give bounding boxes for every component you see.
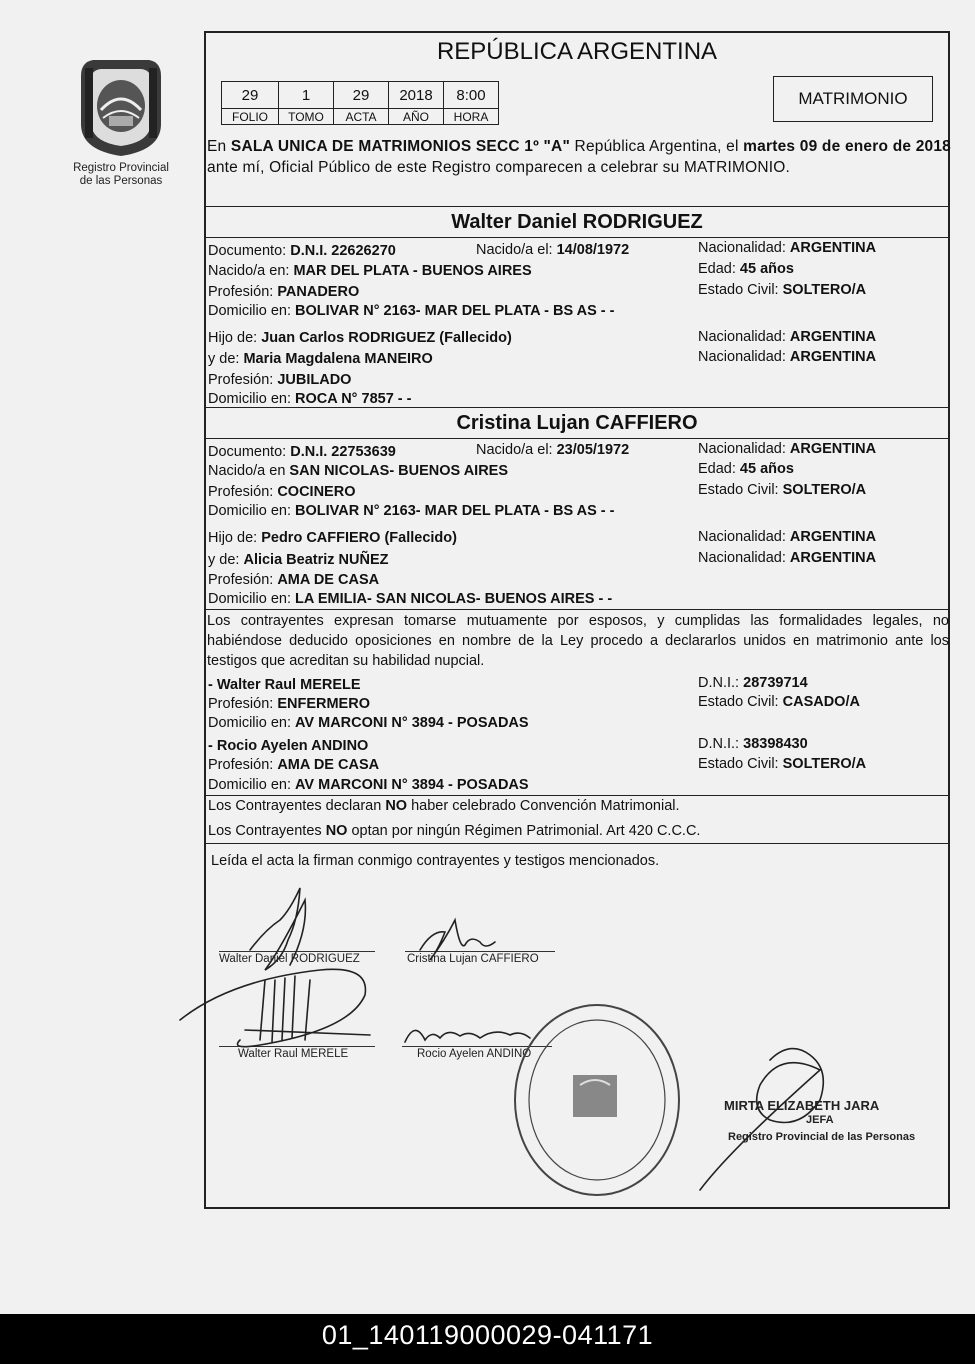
divider	[204, 237, 950, 238]
registry-logo	[66, 54, 176, 194]
convention-line1: Los Contrayentes declaran NO haber celebrado Convención Matrimonial.	[208, 798, 680, 814]
spouse1-address: Domicilio en: BOLIVAR N° 2163- MAR DEL PLATA - BS AS - -	[208, 303, 615, 319]
spouse2-mother-nationality: Nacionalidad: ARGENTINA	[698, 550, 877, 566]
spouse2-civil-status: Estado Civil: SOLTERO/A	[698, 482, 867, 498]
divider	[204, 407, 950, 408]
witness1-profession: Profesión: ENFERMERO	[208, 696, 370, 712]
spouse2-document: Documento: D.N.I. 22753639	[208, 444, 396, 460]
signature-label-spouse1: Walter Daniel RODRIGUEZ	[219, 953, 360, 965]
signature-label-witness1: Walter Raul MERELE	[238, 1048, 349, 1060]
spouse2-birthplace: Nacido/a en SAN NICOLAS- BUENOS AIRES	[208, 463, 509, 479]
spouse1-civil-status: Estado Civil: SOLTERO/A	[698, 282, 867, 298]
witness1-civil-status: Estado Civil: CASADO/A	[698, 694, 860, 710]
divider	[204, 438, 950, 439]
barcode-footer: 01_140119000029-041171	[0, 1314, 975, 1364]
officer-org: Registro Provincial de las Personas	[728, 1131, 916, 1143]
spouse1-birthdate: Nacido/a el: 14/08/1972	[476, 242, 630, 258]
official-stamp	[515, 1005, 679, 1195]
spouse2-profession: Profesión: COCINERO	[208, 484, 356, 500]
spouse1-birthplace: Nacido/a en: MAR DEL PLATA - BUENOS AIRES	[208, 263, 532, 279]
spouse2-age: Edad: 45 años	[698, 461, 794, 477]
org-name-line1: Registro Provincial	[73, 162, 169, 174]
divider	[204, 843, 950, 844]
province-emblem-icon	[73, 54, 169, 158]
spouse1-parent-address: Domicilio en: ROCA N° 7857 - -	[208, 391, 412, 407]
intro-paragraph: En SALA UNICA DE MATRIMONIOS SECC 1º "A" República Argentina, el martes 09 de enero de 2018 ante mí, Oficial Público de este Registro comparecen a celebrar su MATRIMONIO.	[207, 138, 951, 176]
signature-spouse1	[250, 888, 305, 970]
signature-label-spouse2: Cristina Lujan CAFFIERO	[407, 953, 539, 965]
spouse2-nationality: Nacionalidad: ARGENTINA	[698, 441, 877, 457]
witness1-dni: D.N.I.: 28739714	[698, 675, 808, 691]
witness2-address: Domicilio en: AV MARCONI N° 3894 - POSADAS	[208, 777, 529, 793]
hora-label: HORA	[444, 109, 499, 125]
declaration-paragraph: Los contrayentes expresan tomarse mutuamente por esposos, y cumplidas las formalidades legales, no habiéndose deducido oposiciones en nombre de la Ley procedo a declararlos unidos en matrimonio ante los testigos que acreditan su habilidad nupcial.	[207, 613, 949, 669]
signature-spouse2	[420, 920, 495, 960]
spouse2-parent-address: Domicilio en: LA EMILIA- SAN NICOLAS- BUENOS AIRES - -	[208, 591, 613, 607]
spouse2-birthdate: Nacido/a el: 23/05/1972	[476, 442, 630, 458]
acta-value: 29	[334, 82, 389, 109]
spouse1-mother: y de: Maria Magdalena MANEIRO	[208, 351, 433, 367]
signatures-drawing	[170, 870, 930, 1200]
spouse1-father-nationality: Nacionalidad: ARGENTINA	[698, 329, 877, 345]
spouse2-mother: y de: Alicia Beatriz NUÑEZ	[208, 552, 389, 568]
spouse1-name: Walter Daniel RODRIGUEZ	[451, 211, 703, 233]
witness2-dni: D.N.I.: 38398430	[698, 736, 808, 752]
signature-label-witness2: Rocio Ayelen ANDINO	[417, 1048, 532, 1060]
divider	[204, 206, 950, 207]
signature-officer	[700, 1049, 823, 1190]
page-title: REPÚBLICA ARGENTINA	[436, 38, 718, 65]
spouse2-father-nationality: Nacionalidad: ARGENTINA	[698, 529, 877, 545]
spouse2-name: Cristina Lujan CAFFIERO	[456, 412, 698, 434]
spouse1-age: Edad: 45 años	[698, 261, 794, 277]
tomo-label: TOMO	[279, 109, 334, 125]
spouse1-parent-profession: Profesión: JUBILADO	[208, 372, 352, 388]
acta-label: ACTA	[334, 109, 389, 125]
witness1-address: Domicilio en: AV MARCONI N° 3894 - POSADAS	[208, 715, 529, 731]
folio-value: 29	[222, 82, 279, 109]
officer-name: MIRTA ELIZABETH JARA	[724, 1098, 880, 1113]
witness2-civil-status: Estado Civil: SOLTERO/A	[698, 756, 867, 772]
spouse2-address: Domicilio en: BOLIVAR N° 2163- MAR DEL PLATA - BS AS - -	[208, 503, 615, 519]
signature-witness1	[180, 969, 370, 1046]
anio-label: AÑO	[389, 109, 444, 125]
signature-witness2	[405, 1030, 530, 1042]
tomo-value: 1	[279, 82, 334, 109]
witness2-profession: Profesión: AMA DE CASA	[208, 757, 380, 773]
divider	[204, 795, 950, 796]
divider	[204, 609, 950, 610]
spouse1-nationality: Nacionalidad: ARGENTINA	[698, 240, 877, 256]
document-type-box: MATRIMONIO	[773, 76, 933, 122]
register-table	[221, 81, 499, 125]
witness1-name: - Walter Raul MERELE	[208, 677, 361, 693]
spouse1-mother-nationality: Nacionalidad: ARGENTINA	[698, 349, 877, 365]
spouse1-father: Hijo de: Juan Carlos RODRIGUEZ (Fallecido)	[208, 330, 512, 346]
folio-label: FOLIO	[222, 109, 279, 125]
spouse2-father: Hijo de: Pedro CAFFIERO (Fallecido)	[208, 530, 457, 546]
convention-line2: Los Contrayentes NO optan por ningún Régimen Patrimonial. Art 420 C.C.C.	[208, 823, 701, 839]
spouse2-parent-profession: Profesión: AMA DE CASA	[208, 572, 380, 588]
anio-value: 2018	[389, 82, 444, 109]
witness2-name: - Rocio Ayelen ANDINO	[208, 738, 369, 754]
spouse1-profession: Profesión: PANADERO	[208, 284, 360, 300]
org-name-line2: de las Personas	[79, 175, 163, 187]
hora-value: 8:00	[444, 82, 499, 109]
officer-title: JEFA	[806, 1114, 834, 1126]
spouse1-document: Documento: D.N.I. 22626270	[208, 243, 396, 259]
closing-text: Leída el acta la firman conmigo contrayentes y testigos mencionados.	[211, 853, 660, 869]
